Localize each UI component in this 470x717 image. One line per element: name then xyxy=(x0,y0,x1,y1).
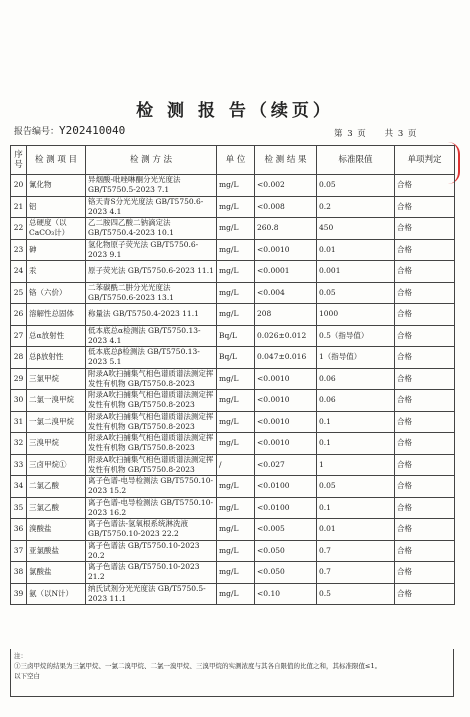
row-result: <0.0100 xyxy=(255,497,317,519)
table-header-row xyxy=(11,146,455,175)
row-judge: 合格 xyxy=(395,454,455,476)
row-no: 39 xyxy=(11,583,27,605)
row-limit: 0.05 xyxy=(317,476,395,498)
row-no: 22 xyxy=(11,218,27,240)
row-result: <0.0010 xyxy=(255,239,317,261)
row-judge: 合格 xyxy=(395,261,455,283)
row-unit: mg/L xyxy=(217,476,255,498)
row-no: 38 xyxy=(11,562,27,584)
col-header-item: 检 测 项 目 xyxy=(27,146,86,175)
row-judge: 合格 xyxy=(395,239,455,261)
table-row xyxy=(11,562,455,584)
row-limit: 0.001 xyxy=(317,261,395,283)
row-no: 20 xyxy=(11,175,27,197)
row-limit: 0.05 xyxy=(317,175,395,197)
row-method: 附录A吹扫捕集气相色谱质谱法测定挥发性有机物 GB/T5750.8-2023 xyxy=(86,454,217,476)
row-unit: mg/L xyxy=(217,497,255,519)
row-method: 氢化物原子荧光法 GB/T5750.6-2023 9.1 xyxy=(86,239,217,261)
row-no: 24 xyxy=(11,261,27,283)
row-no: 32 xyxy=(11,433,27,455)
row-judge: 合格 xyxy=(395,325,455,347)
row-unit: mg/L xyxy=(217,562,255,584)
row-no: 31 xyxy=(11,411,27,433)
col-header-no: 序号 xyxy=(11,146,27,175)
col-header-limit: 标准限值 xyxy=(317,146,395,175)
row-item: 二氯乙酸 xyxy=(27,476,86,498)
row-unit: mg/L xyxy=(217,282,255,304)
row-item: 溴酸盐 xyxy=(27,519,86,541)
row-result: <0.0010 xyxy=(255,411,317,433)
table-row xyxy=(11,282,455,304)
page-total: 共 3 页 xyxy=(384,129,417,139)
row-method: 离子色谱法-氢氧根系统淋洗液 GB/T5750.10-2023 22.2 xyxy=(86,519,217,541)
row-judge: 合格 xyxy=(395,540,455,562)
col-header-judge: 单项判定 xyxy=(395,146,455,175)
table-row xyxy=(11,540,455,562)
row-method: 附录A吹扫捕集气相色谱质谱法测定挥发性有机物 GB/T5750.8-2023 xyxy=(86,433,217,455)
row-method: 附录A吹扫捕集气相色谱质谱法测定挥发性有机物 GB/T5750.8-2023 xyxy=(86,390,217,412)
row-judge: 合格 xyxy=(395,218,455,240)
row-item: 氰化物 xyxy=(27,175,86,197)
row-judge: 合格 xyxy=(395,433,455,455)
col-header-result: 检 测 结 果 xyxy=(255,146,317,175)
row-unit: mg/L xyxy=(217,540,255,562)
row-method: 低本底总β检测法 GB/T5750.13-2023 5.1 xyxy=(86,347,217,369)
row-limit: 1 xyxy=(317,454,395,476)
table-row xyxy=(11,218,455,240)
row-judge: 合格 xyxy=(395,562,455,584)
row-unit: mg/L xyxy=(217,583,255,605)
row-limit: 0.01 xyxy=(317,239,395,261)
row-result: <0.10 xyxy=(255,583,317,605)
row-judge: 合格 xyxy=(395,497,455,519)
row-judge: 合格 xyxy=(395,282,455,304)
row-limit: 0.1 xyxy=(317,497,395,519)
row-judge: 合格 xyxy=(395,196,455,218)
row-limit: 0.5 xyxy=(317,583,395,605)
row-no: 21 xyxy=(11,196,27,218)
row-unit: mg/L xyxy=(217,433,255,455)
row-unit: / xyxy=(217,454,255,476)
row-limit: 0.01 xyxy=(317,519,395,541)
row-judge: 合格 xyxy=(395,368,455,390)
row-no: 35 xyxy=(11,497,27,519)
table-row xyxy=(11,368,455,390)
row-result: <0.005 xyxy=(255,519,317,541)
row-limit: 0.2 xyxy=(317,196,395,218)
report-number-value: Y202410040 xyxy=(59,124,126,137)
row-no: 29 xyxy=(11,368,27,390)
table-row xyxy=(11,196,455,218)
row-no: 26 xyxy=(11,304,27,326)
row-method: 离子色谱法 GB/T5750.10-2023 21.2 xyxy=(86,562,217,584)
row-unit: mg/L xyxy=(217,304,255,326)
row-item: 三氯乙酸 xyxy=(27,497,86,519)
table-row xyxy=(11,390,455,412)
row-result: <0.050 xyxy=(255,562,317,584)
row-result: <0.027 xyxy=(255,454,317,476)
row-judge: 合格 xyxy=(395,390,455,412)
row-item: 二氯一溴甲烷 xyxy=(27,390,86,412)
table-row xyxy=(11,476,455,498)
row-limit: 0.5（指导值） xyxy=(317,325,395,347)
table-row xyxy=(11,347,455,369)
row-judge: 合格 xyxy=(395,476,455,498)
row-no: 34 xyxy=(11,476,27,498)
row-method: 纳氏试剂分光光度法 GB/T5750.5-2023 11.1 xyxy=(86,583,217,605)
row-limit: 1000 xyxy=(317,304,395,326)
row-limit: 0.1 xyxy=(317,433,395,455)
row-result: <0.050 xyxy=(255,540,317,562)
row-method: 离子色谱-电导检测法 GB/T5750.10-2023 16.2 xyxy=(86,497,217,519)
row-limit: 0.06 xyxy=(317,390,395,412)
table-row xyxy=(11,433,455,455)
row-item: 铝 xyxy=(27,196,86,218)
row-result: 260.8 xyxy=(255,218,317,240)
row-unit: mg/L xyxy=(217,368,255,390)
row-unit: mg/L xyxy=(217,519,255,541)
notes-label: 注： xyxy=(14,652,27,660)
row-item: 三溴甲烷 xyxy=(27,433,86,455)
row-method: 低本底总α检测法 GB/T5750.13-2023 4.1 xyxy=(86,325,217,347)
notes-box xyxy=(10,649,454,697)
row-limit: 0.05 xyxy=(317,282,395,304)
row-unit: mg/L xyxy=(217,261,255,283)
row-result: <0.0010 xyxy=(255,433,317,455)
row-item: 总α放射性 xyxy=(27,325,86,347)
row-result: 0.047±0.016 xyxy=(255,347,317,369)
row-result: <0.004 xyxy=(255,282,317,304)
row-result: <0.0010 xyxy=(255,368,317,390)
row-item: 亚氯酸盐 xyxy=(27,540,86,562)
row-item: 三氯甲烷 xyxy=(27,368,86,390)
table-row xyxy=(11,454,455,476)
row-unit: mg/L xyxy=(217,390,255,412)
row-unit: mg/L xyxy=(217,239,255,261)
table-row xyxy=(11,261,455,283)
row-judge: 合格 xyxy=(395,347,455,369)
row-method: 乙二胺四乙酸二钠滴定法 GB/T5750.4-2023 10.1 xyxy=(86,218,217,240)
row-no: 23 xyxy=(11,239,27,261)
row-limit: 0.7 xyxy=(317,540,395,562)
row-no: 37 xyxy=(11,540,27,562)
row-method: 铬天青S分光光度法 GB/T5750.6-2023 4.1 xyxy=(86,196,217,218)
row-item: 铬（六价） xyxy=(27,282,86,304)
report-title: 检 测 报 告（续页） xyxy=(136,101,334,121)
row-item: 总硬度（以CaCO₃计） xyxy=(27,218,86,240)
col-header-method: 检 测 方 法 xyxy=(86,146,217,175)
row-no: 25 xyxy=(11,282,27,304)
results-table xyxy=(10,145,455,605)
row-judge: 合格 xyxy=(395,519,455,541)
row-unit: mg/L xyxy=(217,196,255,218)
row-method: 附录A吹扫捕集气相色谱质谱法测定挥发性有机物 GB/T5750.8-2023 xyxy=(86,411,217,433)
row-result: <0.0001 xyxy=(255,261,317,283)
row-no: 30 xyxy=(11,390,27,412)
row-limit: 0.7 xyxy=(317,562,395,584)
row-item: 三卤甲烷① xyxy=(27,454,86,476)
row-judge: 合格 xyxy=(395,411,455,433)
row-result: <0.002 xyxy=(255,175,317,197)
row-item: 汞 xyxy=(27,261,86,283)
row-method: 离子色谱法 GB/T5750.10-2023 20.2 xyxy=(86,540,217,562)
row-method: 异烟酸-吡唑啉酮分光光度法 GB/T5750.5-2023 7.1 xyxy=(86,175,217,197)
row-method: 称量法 GB/T5750.4-2023 11.1 xyxy=(86,304,217,326)
row-judge: 合格 xyxy=(395,583,455,605)
row-no: 28 xyxy=(11,347,27,369)
row-method: 附录A吹扫捕集气相色谱质谱法测定挥发性有机物 GB/T5750.8-2023 xyxy=(86,368,217,390)
row-item: 溶解性总固体 xyxy=(27,304,86,326)
page-current: 第 3 页 xyxy=(334,129,366,139)
table-row xyxy=(11,325,455,347)
row-no: 27 xyxy=(11,325,27,347)
row-method: 二苯碳酰二肼分光光度法 GB/T5750.6-2023 13.1 xyxy=(86,282,217,304)
row-method: 原子荧光法 GB/T5750.6-2023 11.1 xyxy=(86,261,217,283)
table-row xyxy=(11,239,455,261)
table-row xyxy=(11,583,455,605)
row-result: 208 xyxy=(255,304,317,326)
row-judge: 合格 xyxy=(395,175,455,197)
row-item: 一氯二溴甲烷 xyxy=(27,411,86,433)
row-limit: 0.06 xyxy=(317,368,395,390)
notes-blank-below: 以下空白 xyxy=(14,672,40,680)
row-item: 氨（以N计） xyxy=(27,583,86,605)
row-unit: mg/L xyxy=(217,175,255,197)
report-number xyxy=(14,124,125,137)
row-result: 0.026±0.012 xyxy=(255,325,317,347)
row-method: 离子色谱-电导检测法 GB/T5750.10-2023 15.2 xyxy=(86,476,217,498)
row-no: 33 xyxy=(11,454,27,476)
notes-footnote: ①三卤甲烷的结果为三氯甲烷、一氯二溴甲烷、二氯一溴甲烷、三溴甲烷的实测浓度与其各自限值的比值之和，其标准限值≤1。 xyxy=(14,662,382,670)
report-number-label: 报告编号： xyxy=(14,127,60,137)
row-no: 36 xyxy=(11,519,27,541)
table-row xyxy=(11,411,455,433)
row-limit: 0.1 xyxy=(317,411,395,433)
col-header-unit: 单 位 xyxy=(217,146,255,175)
table-row xyxy=(11,304,455,326)
row-judge: 合格 xyxy=(395,304,455,326)
row-unit: mg/L xyxy=(217,411,255,433)
row-limit: 450 xyxy=(317,218,395,240)
row-result: <0.008 xyxy=(255,196,317,218)
table-row xyxy=(11,497,455,519)
row-result: <0.0010 xyxy=(255,390,317,412)
row-unit: mg/L xyxy=(217,218,255,240)
row-result: <0.0100 xyxy=(255,476,317,498)
row-item: 氯酸盐 xyxy=(27,562,86,584)
page-info xyxy=(334,127,416,139)
row-unit: Bq/L xyxy=(217,347,255,369)
row-unit: Bq/L xyxy=(217,325,255,347)
table-row xyxy=(11,519,455,541)
row-limit: 1（指导值） xyxy=(317,347,395,369)
row-item: 总β放射性 xyxy=(27,347,86,369)
table-row xyxy=(11,175,455,197)
row-item: 砷 xyxy=(27,239,86,261)
